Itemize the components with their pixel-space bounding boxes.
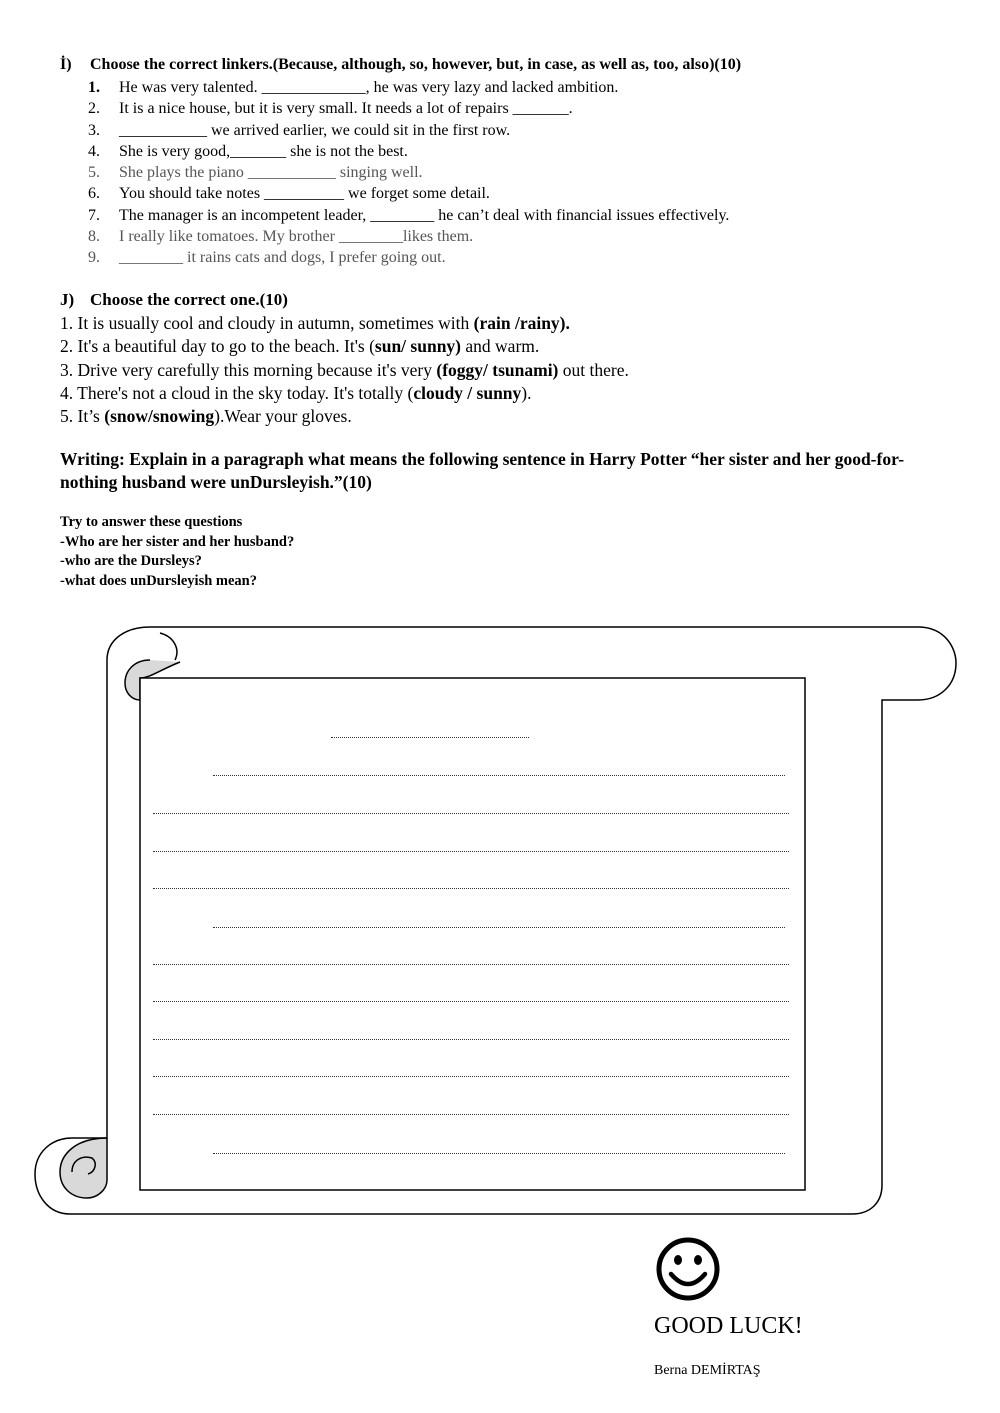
smiley-face-icon — [655, 1236, 721, 1302]
author-name: Berna DEMİRTAŞ — [654, 1363, 761, 1378]
section-i-mark: İ) — [60, 56, 72, 73]
item-text: The manager is an incompetent leader, ________ he can’t deal with financial issues effectively. — [119, 206, 730, 224]
item-text: She is very good,_______ she is not the best. — [119, 142, 408, 160]
item-text: I really like tomatoes. My brother ________likes them. — [119, 228, 474, 246]
item-choice: sun/ sunny) — [374, 336, 462, 357]
item-text: You should take notes __________ we forget some detail. — [119, 185, 490, 203]
writing-line[interactable] — [213, 775, 785, 776]
writing-line[interactable] — [153, 1001, 789, 1002]
item-choice: cloudy / sunny — [413, 382, 522, 403]
item-number: 9. — [88, 249, 100, 267]
item-number: 5. — [88, 164, 100, 182]
item-text: 2. It's a beautiful day to go to the beach. It's ( — [60, 336, 375, 357]
item-text: ___________ we arrived earlier, we could sit in the first row. — [119, 121, 511, 139]
writing-line[interactable] — [213, 927, 785, 928]
writing-line[interactable] — [153, 851, 789, 852]
item-choice: (foggy/ tsunami) — [436, 359, 559, 380]
section-j-mark: J) — [60, 290, 75, 309]
item-text: 3. Drive very carefully this morning because it's very — [60, 359, 437, 380]
good-luck-text: GOOD LUCK! — [654, 1313, 803, 1339]
writing-line[interactable] — [153, 888, 789, 889]
section-i-instructions: Choose the correct linkers.(Because, although, so, however, but, in case, as well as, too, also)(10) — [90, 56, 742, 73]
hint-line: Try to answer these questions — [60, 514, 243, 530]
item-text: 5. It’s — [60, 406, 105, 427]
writing-prompt: Writing: Explain in a paragraph what means the following sentence in Harry Potter “her sister and her good-for-nothing husband were unDursleyish.”(10) — [60, 449, 905, 492]
writing-line[interactable] — [153, 1114, 789, 1115]
item-text-end: and warm. — [461, 336, 540, 357]
item-number: 7. — [88, 206, 100, 224]
hint-line: -what does unDursleyish mean? — [60, 572, 257, 589]
item-number: 4. — [88, 142, 100, 160]
item-text: He was very talented. _____________, he was very lazy and lacked ambition. — [119, 79, 619, 96]
writing-line[interactable] — [153, 813, 789, 814]
writing-line[interactable] — [331, 737, 529, 738]
item-text: It is a nice house, but it is very small. It needs a lot of repairs _______. — [119, 100, 573, 118]
hint-line: -who are the Dursleys? — [60, 553, 202, 569]
item-text-end: ).Wear your gloves. — [214, 406, 352, 427]
item-text-end: out there. — [558, 359, 629, 380]
item-number: 8. — [88, 228, 100, 246]
item-text: ________ it rains cats and dogs, I prefer going out. — [119, 249, 446, 267]
item-choice: (rain /rainy). — [473, 313, 570, 333]
item-text: 1. It is usually cool and cloudy in autumn, sometimes with — [60, 313, 474, 333]
item-choice: (snow/snowing — [104, 406, 215, 427]
writing-line[interactable] — [153, 1076, 789, 1077]
hint-line: -Who are her sister and her husband? — [60, 533, 295, 550]
item-text: 4. There's not a cloud in the sky today. It's totally ( — [60, 382, 414, 403]
writing-line[interactable] — [153, 1039, 789, 1040]
writing-line[interactable] — [213, 1153, 785, 1154]
writing-line[interactable] — [153, 964, 789, 965]
item-number: 3. — [88, 121, 100, 139]
item-text-end: ). — [521, 382, 532, 403]
item-text: She plays the piano ___________ singing well. — [119, 164, 423, 182]
item-number: 2. — [88, 100, 100, 118]
item-number: 1. — [88, 79, 100, 96]
section-j-instructions: Choose the correct one.(10) — [90, 290, 288, 309]
item-number: 6. — [88, 185, 100, 203]
